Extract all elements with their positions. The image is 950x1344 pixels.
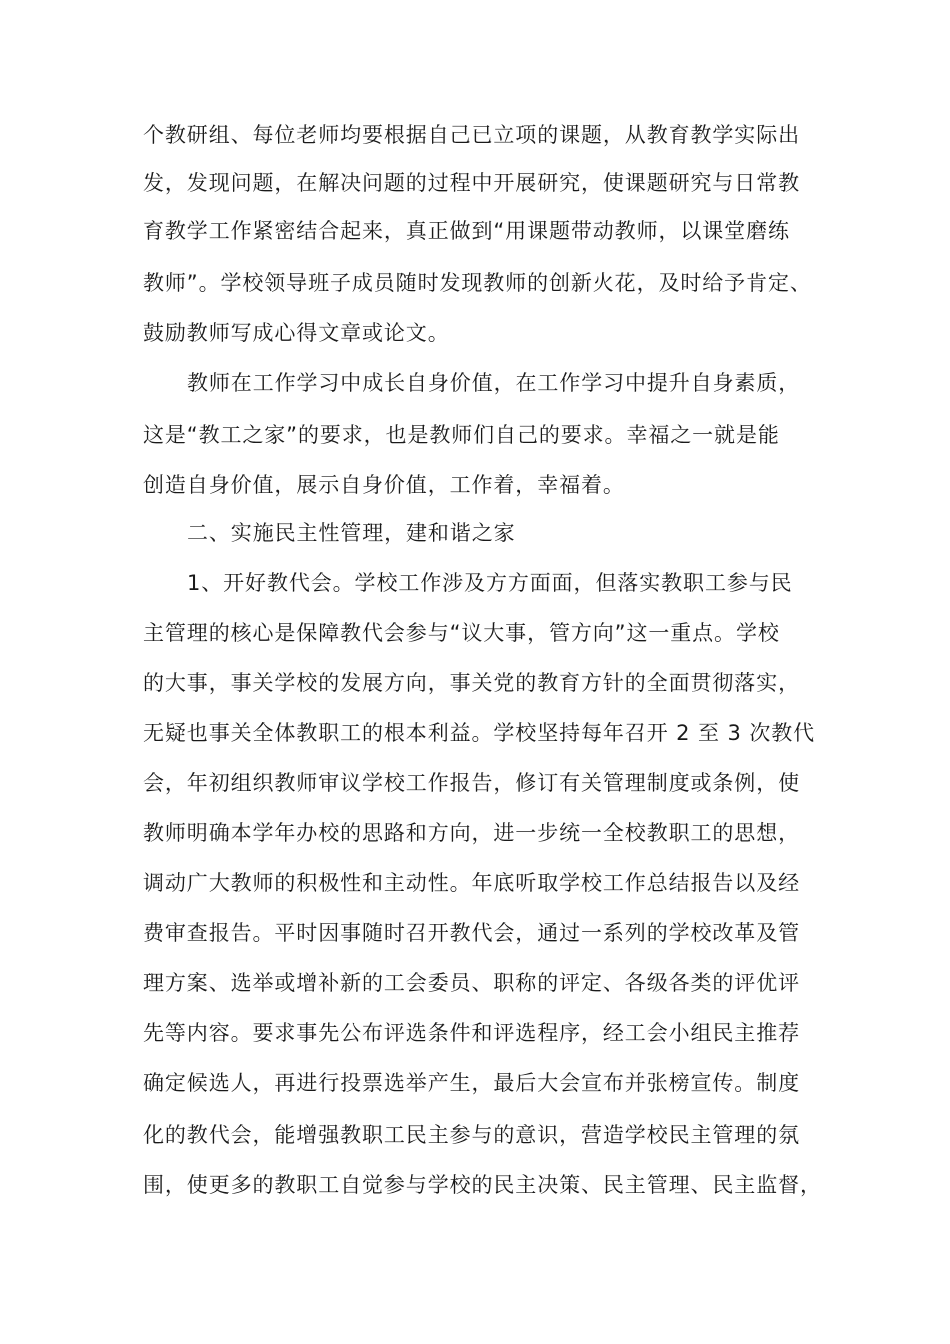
text-line: 围，使更多的教职工自觉参与学校的民主决策、民主管理、民主监督，: [143, 1173, 822, 1197]
text-line: 个教研组、每位老师均要根据自己已立项的课题，从教育教学实际出: [143, 123, 800, 147]
text-line: 教师在工作学习中成长自身价值，在工作学习中提升自身素质，: [187, 371, 801, 395]
text-line: 无疑也事关全体教职工的根本利益。学校坚持每年召开 2 至 3 次教代: [143, 721, 816, 745]
text-line: 教师明确本学年办校的思路和方向，进一步统一全校教职工的思想，: [143, 821, 800, 845]
text-line: 这是“教工之家”的要求，也是教师们自己的要求。幸福之一就是能: [143, 423, 780, 447]
text-line: 化的教代会，能增强教职工民主参与的意识，营造学校民主管理的氛: [143, 1123, 800, 1147]
text-line: 发，发现问题，在解决问题的过程中开展研究，使课题研究与日常教: [143, 171, 800, 195]
text-line: 育教学工作紧密结合起来，真正做到“用课题带动教师，以课堂磨练: [143, 219, 790, 243]
text-line: 1、开好教代会。学校工作涉及方方面面，但落实教职工参与民: [187, 571, 793, 595]
text-line: 主管理的核心是保障教代会参与“议大事，管方向”这一重点。学校: [143, 621, 780, 645]
text-line: 创造自身价值，展示自身价值，工作着，幸福着。: [143, 473, 625, 497]
text-line: 会，年初组织教师审议学校工作报告，修订有关管理制度或条例，使: [143, 771, 800, 795]
text-line: 的大事，事关学校的发展方向，事关党的教育方针的全面贯彻落实，: [143, 671, 800, 695]
text-line: 调动广大教师的积极性和主动性。年底听取学校工作总结报告以及经: [143, 871, 800, 895]
section-heading: 二、实施民主性管理，建和谐之家: [187, 521, 516, 545]
text-line: 费审查报告。平时因事随时召开教代会，通过一系列的学校改革及管: [143, 921, 800, 945]
text-line: 确定候选人，再进行投票选举产生，最后大会宣布并张榜宣传。制度: [143, 1071, 800, 1095]
text-line: 理方案、选举或增补新的工会委员、职称的评定、各级各类的评优评: [143, 971, 800, 995]
text-line: 鼓励教师写成心得文章或论文。: [143, 321, 450, 345]
text-line: 先等内容。要求事先公布评选条件和评选程序，经工会小组民主推荐: [143, 1021, 800, 1045]
text-line: 教师”。学校领导班子成员随时发现教师的创新火花，及时给予肯定、: [143, 271, 812, 295]
